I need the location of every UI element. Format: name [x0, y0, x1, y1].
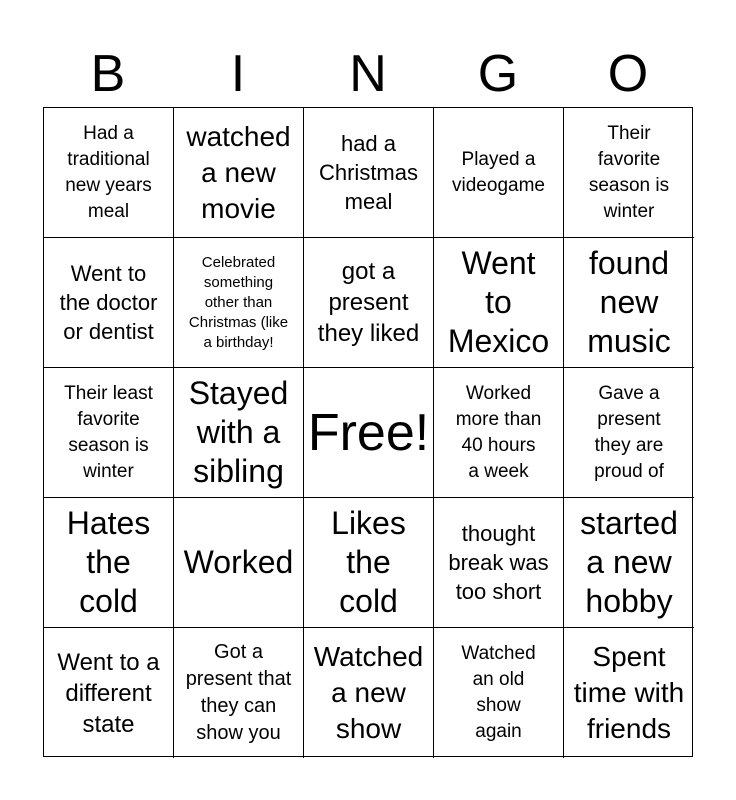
bingo-cell-text: Celebrated something other than Christmas (like a birthday! [188, 253, 289, 351]
header-letter-g: G [477, 45, 519, 103]
bingo-cell-text: started a new hobby [580, 505, 678, 619]
bingo-cell[interactable] [44, 368, 174, 498]
bingo-cell[interactable] [44, 238, 174, 368]
free-space-text: Free! [307, 403, 430, 462]
bingo-cell[interactable] [434, 238, 564, 368]
header-letter-o: O [607, 45, 649, 103]
bingo-cell[interactable] [304, 108, 434, 238]
bingo-cell-text: Went to Mexico [447, 245, 550, 359]
bingo-cell-text: Got a present that they can show you [185, 641, 292, 744]
bingo-cell[interactable] [174, 108, 304, 238]
bingo-cell-text: Spent time with friends [573, 641, 685, 744]
header-letter-b: B [90, 45, 126, 103]
bingo-cell[interactable] [44, 108, 174, 238]
bingo-cell-text: Hates the cold [66, 505, 151, 619]
bingo-cell[interactable] [44, 498, 174, 628]
bingo-cell[interactable] [564, 238, 694, 368]
bingo-cell[interactable] [304, 628, 434, 758]
bingo-cell[interactable] [434, 108, 564, 238]
bingo-cell-text: Their least favorite season is winter [64, 382, 153, 482]
bingo-cell[interactable] [564, 108, 694, 238]
bingo-cell-text: Went to a different state [57, 648, 160, 738]
bingo-cell-text: Worked [183, 544, 294, 580]
bingo-cell[interactable] [174, 368, 304, 498]
bingo-cell-text: watched a new movie [186, 120, 291, 224]
bingo-cell-text: Gave a present they are proud of [594, 382, 664, 482]
bingo-cell-text: Played a videogame [452, 148, 545, 196]
header-letter-i: I [230, 45, 246, 103]
bingo-cell-text: Their favorite season is winter [588, 122, 670, 222]
bingo-cell-text: Stayed with a sibling [188, 375, 289, 489]
bingo-cell-text: Worked more than 40 hours a week [455, 382, 542, 482]
bingo-cell-text: had a Christmas meal [318, 131, 418, 214]
bingo-cell[interactable] [434, 368, 564, 498]
bingo-cell-text: Went to the doctor or dentist [59, 261, 158, 344]
bingo-cell[interactable] [44, 628, 174, 758]
bingo-cell[interactable] [304, 238, 434, 368]
bingo-cell[interactable] [304, 498, 434, 628]
bingo-cell[interactable] [564, 628, 694, 758]
bingo-cell[interactable] [564, 368, 694, 498]
free-space-cell[interactable] [304, 368, 434, 498]
bingo-cell-text: got a present they liked [317, 258, 420, 347]
bingo-cell[interactable] [434, 498, 564, 628]
bingo-cell-text: Watched a new show [313, 641, 424, 744]
bingo-cell[interactable] [564, 498, 694, 628]
bingo-card [43, 107, 693, 757]
bingo-cell-text: found new music [587, 245, 671, 359]
bingo-cell-text: Had a traditional new years meal [65, 122, 152, 222]
header-letter-n: N [349, 45, 387, 103]
bingo-cell[interactable] [434, 628, 564, 758]
bingo-cell-text: Watched an old show again [461, 643, 536, 742]
bingo-cell-text: thought break was too short [448, 521, 549, 604]
bingo-header [43, 40, 693, 108]
bingo-cell[interactable] [174, 498, 304, 628]
bingo-cell[interactable] [174, 628, 304, 758]
bingo-cell[interactable] [174, 238, 304, 368]
bingo-cell-text: Likes the cold [331, 505, 406, 619]
